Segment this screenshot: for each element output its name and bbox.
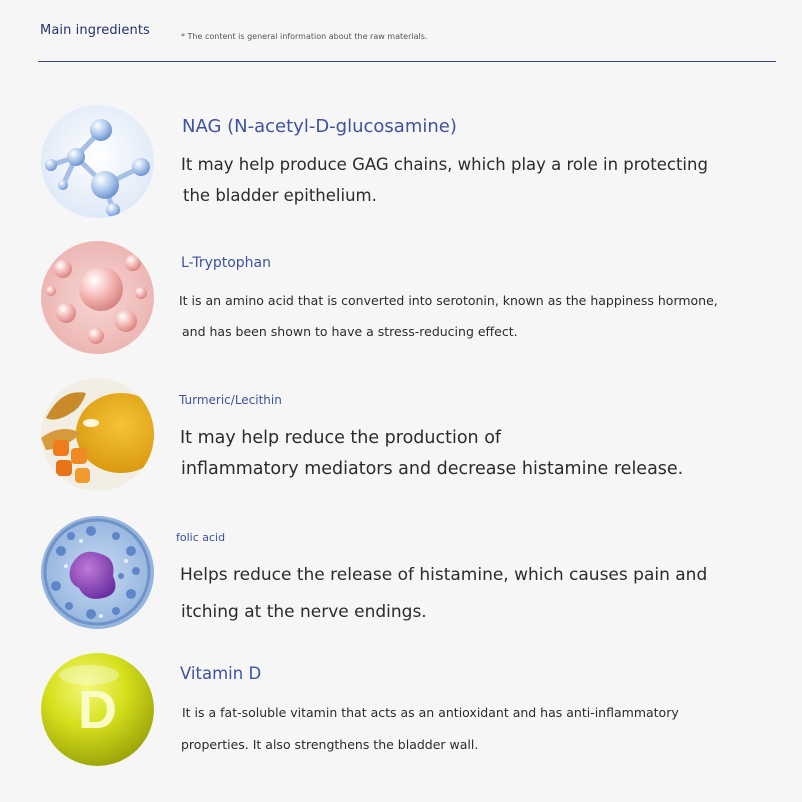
ingredient-name-folic-acid: folic acid [176,531,226,544]
ingredient-desc-turmeric-line2: inflammatory mediators and decrease histamine release. [181,459,684,479]
turmeric-icon [41,378,154,491]
ingredient-desc-vitamin-d-line1: It is a fat-soluble vitamin that acts as an antioxidant and has anti-inflammatory [182,705,679,720]
section-title: Main ingredients [40,23,150,38]
ingredient-desc-folic-acid-line1: Helps reduce the release of histamine, which causes pain and [180,565,708,585]
pink-spheres-icon [41,241,154,354]
ingredient-desc-turmeric-line1: It may help reduce the production of [180,428,502,448]
header-divider [38,61,776,62]
molecule-icon [41,105,154,218]
vitamin-d-icon [41,653,154,766]
svg-text:D: D [78,680,117,740]
disclaimer-note: * The content is general information about the raw materials. [181,32,428,41]
ingredient-desc-nag-line1: It may help produce GAG chains, which play a role in protecting [181,155,708,174]
ingredient-desc-vitamin-d-line2: properties. It also strengthens the bladder wall. [181,737,479,752]
ingredient-desc-nag-line2: the bladder epithelium. [183,186,377,205]
ingredient-desc-l-tryptophan-line1: It is an amino acid that is converted into serotonin, known as the happiness hormone, [179,293,718,308]
cell-icon [41,516,154,629]
ingredient-desc-l-tryptophan-line2: and has been shown to have a stress-reducing effect. [182,324,518,339]
ingredient-name-l-tryptophan: L-Tryptophan [181,255,272,271]
ingredient-name-turmeric: Turmeric/Lecithin [179,393,282,407]
ingredient-name-nag: NAG (N-acetyl-D-glucosamine) [182,116,457,137]
ingredient-name-vitamin-d: Vitamin D [180,664,262,683]
ingredient-desc-folic-acid-line2: itching at the nerve endings. [181,602,427,622]
